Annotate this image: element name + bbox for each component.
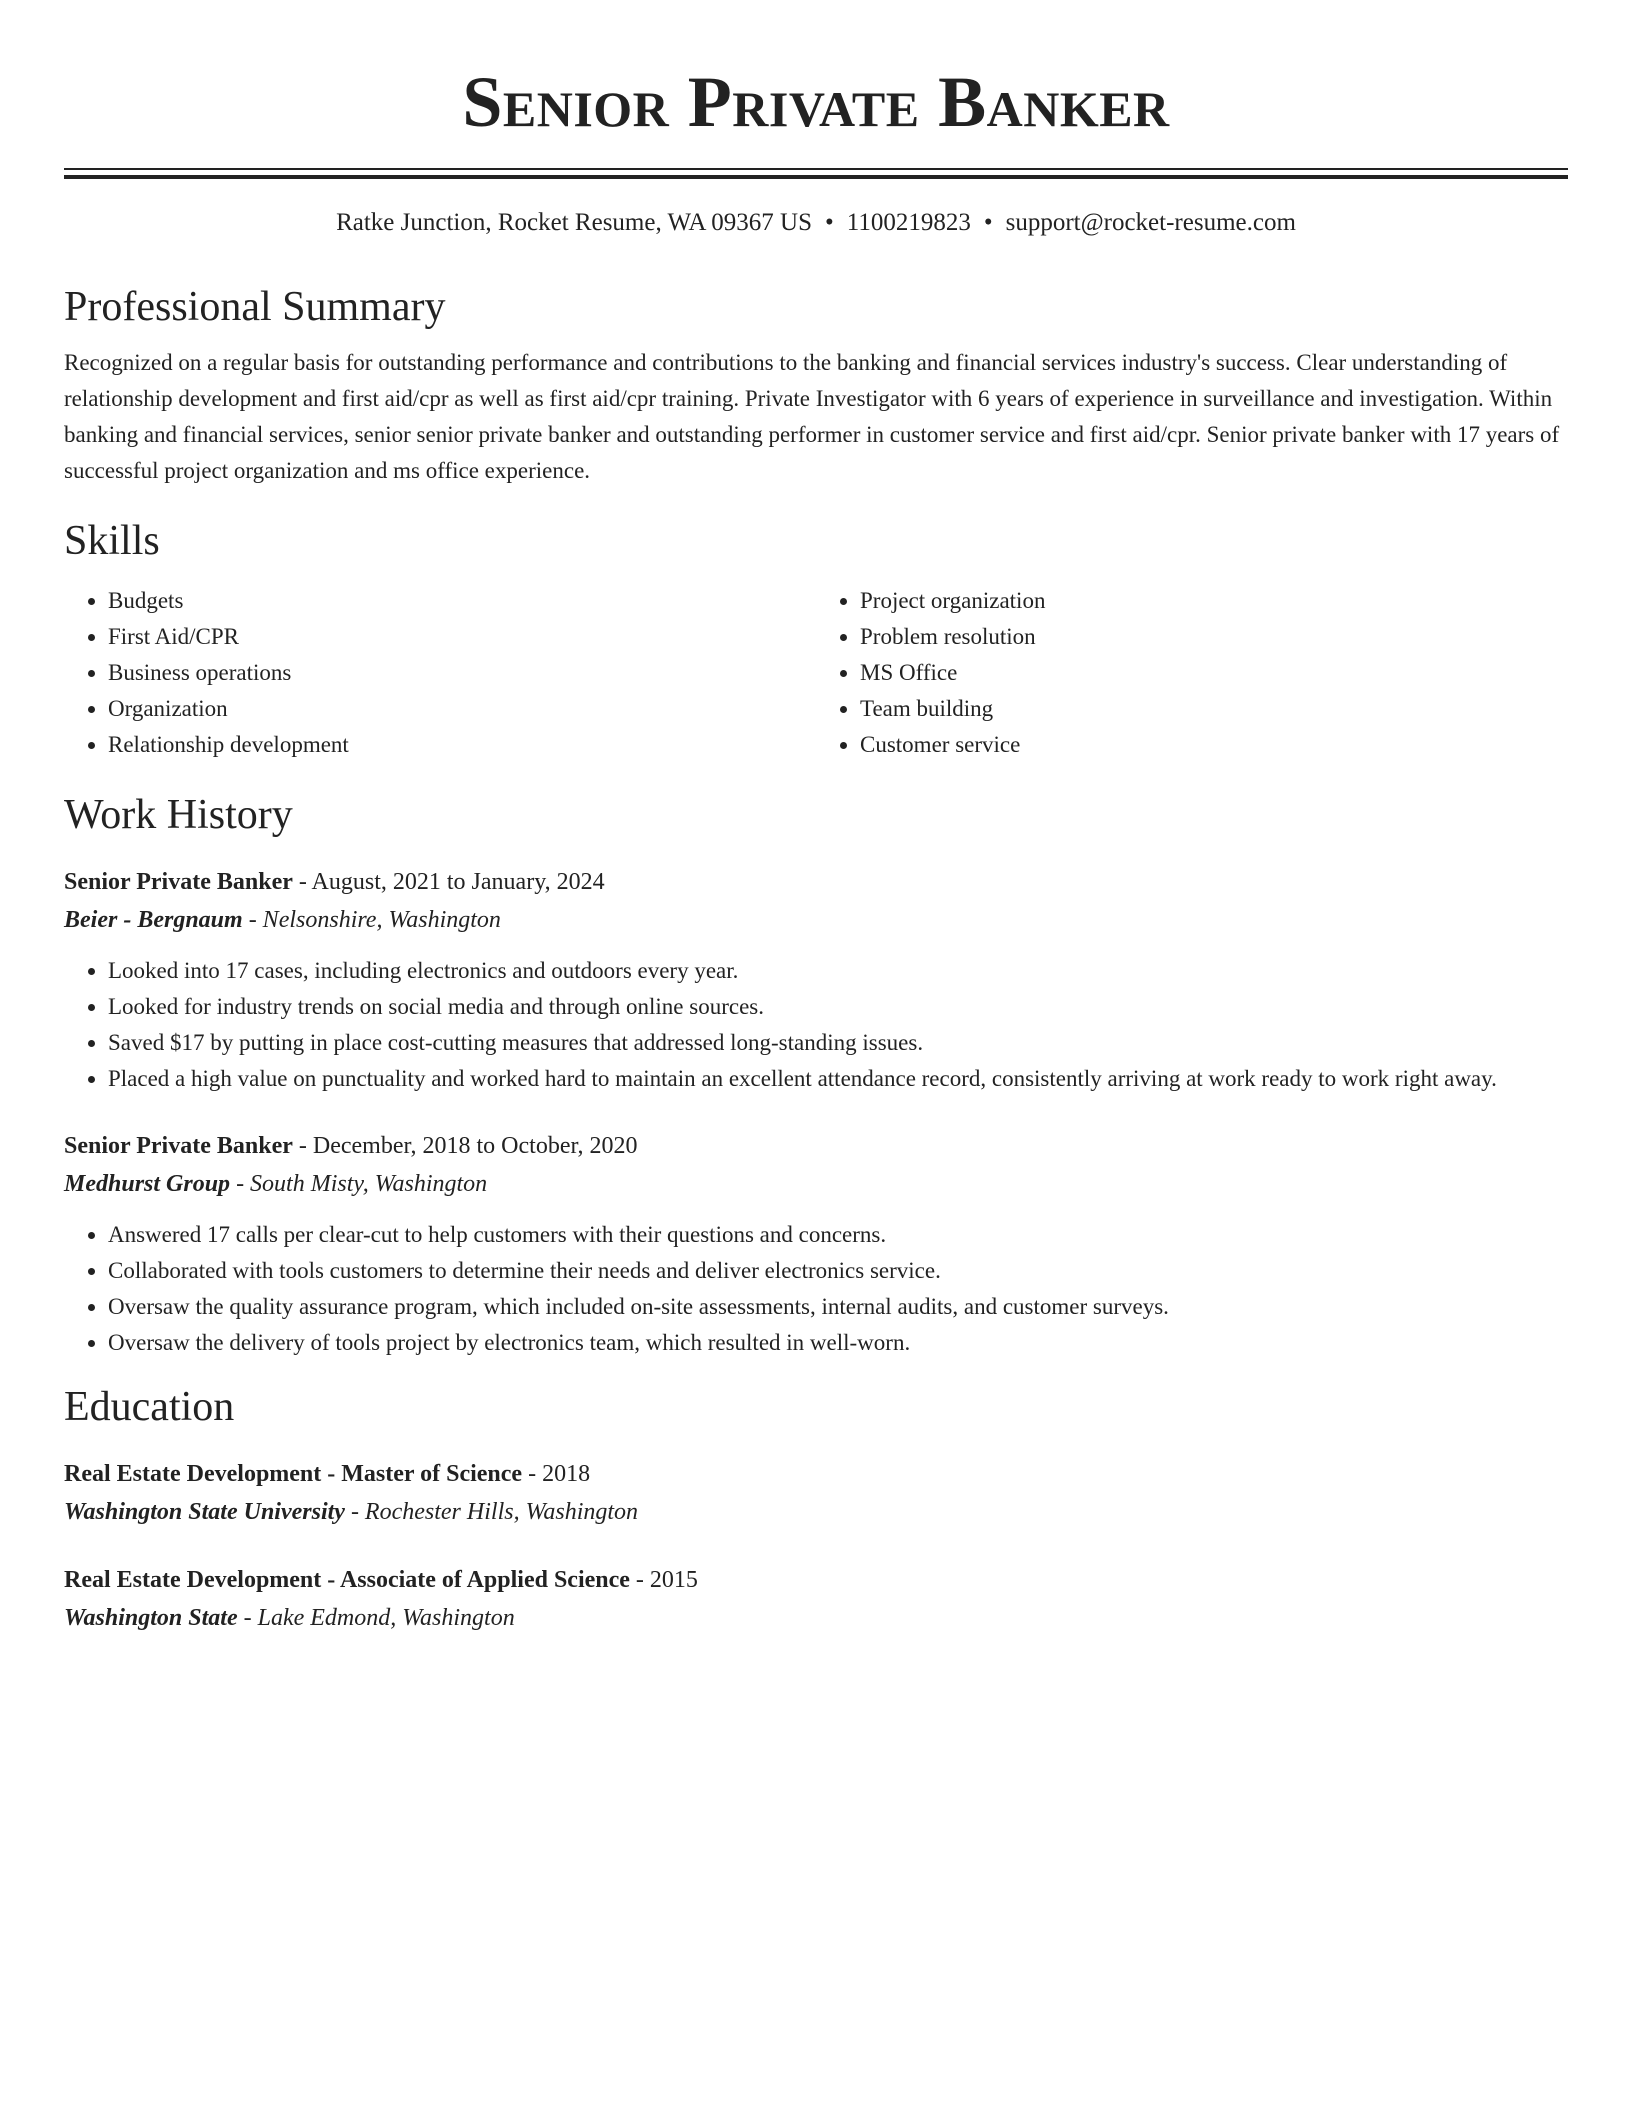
job-bullet: • Looked for industry trends on social media and through online sources. [108, 989, 1568, 1025]
job-company: Medhurst Group [64, 1171, 231, 1197]
job-bullet: • Placed a high value on punctuality and worked hard to maintain an excellent attendance record, consistently arriving at work ready to work right away. [108, 1061, 1568, 1097]
education-entry [64, 1455, 1568, 1531]
education-year: - 2018 [522, 1461, 591, 1487]
section-title-summary: Professional Summary [64, 284, 446, 330]
skill-item: • Team building [860, 691, 1568, 727]
job-bullet: • Collaborated with tools customers to determine their needs and deliver electronics service. [108, 1253, 1568, 1289]
skills-column-left [64, 583, 816, 763]
job-heading [64, 1127, 1568, 1165]
job-bullet: • Saved $17 by putting in place cost-cutting measures that addressed long-standing issues. [108, 1025, 1568, 1061]
education-heading [64, 1561, 1568, 1599]
job-entry [64, 863, 1568, 1097]
job-dates: - August, 2021 to January, 2024 [292, 869, 605, 895]
education-school-line [64, 1599, 1568, 1637]
education-entry [64, 1561, 1568, 1637]
job-company-line [64, 901, 1568, 939]
skill-item: • Organization [108, 691, 816, 727]
contact-address: Ratke Junction, Rocket Resume, WA 09367 US [336, 209, 812, 236]
summary-text: Recognized on a regular basis for outstanding performance and contributions to the banking and financial services industry's success. Clear understanding of relationship development and first aid/cpr as well as first aid/cpr training. Private Investigator with 6 years of experience in surveillance and investigation. Within banking and financial services, senior senior private banker and outstanding performer in customer service and first aid/cpr. Senior private banker with 17 years of successful project organization and ms office experience. [64, 350, 1560, 483]
education-location: - Rochester Hills, Washington [344, 1499, 639, 1525]
job-heading [64, 863, 1568, 901]
contact-separator: • [825, 209, 834, 236]
education-school-line [64, 1493, 1568, 1531]
job-dates: - December, 2018 to October, 2020 [292, 1133, 638, 1159]
skill-item: • MS Office [860, 655, 1568, 691]
skill-item: • Customer service [860, 727, 1568, 763]
job-location: - South Misty, Washington [230, 1171, 488, 1197]
skill-item: • First Aid/CPR [108, 619, 816, 655]
contact-phone: 1100219823 [846, 209, 971, 236]
skill-item: • Project organization [860, 583, 1568, 619]
job-role: Senior Private Banker [64, 1133, 293, 1159]
job-bullets [64, 1217, 1568, 1361]
header-divider [64, 168, 1568, 179]
section-title-education: Education [64, 1384, 235, 1430]
section-title-skills: Skills [64, 518, 160, 564]
education-heading [64, 1455, 1568, 1493]
job-role: Senior Private Banker [64, 869, 293, 895]
job-bullet: • Looked into 17 cases, including electronics and outdoors every year. [108, 953, 1568, 989]
job-bullets [64, 953, 1568, 1097]
job-bullet: • Answered 17 calls per clear-cut to help customers with their questions and concerns. [108, 1217, 1568, 1253]
skill-item: • Problem resolution [860, 619, 1568, 655]
job-company: Beier - Bergnaum [64, 907, 243, 933]
education-school: Washington State University [64, 1499, 345, 1525]
education-degree: Real Estate Development - Associate of Applied Science [64, 1567, 630, 1593]
education-location: - Lake Edmond, Washington [237, 1605, 515, 1631]
skill-item: • Budgets [108, 583, 816, 619]
skill-item: • Business operations [108, 655, 816, 691]
job-company-line [64, 1165, 1568, 1203]
section-title-work-history: Work History [64, 792, 293, 838]
job-entry [64, 1127, 1568, 1361]
contact-separator: • [983, 209, 993, 236]
skill-item: • Relationship development [108, 727, 816, 763]
education-school: Washington State [64, 1605, 238, 1631]
resume-name: Senior Private Banker [462, 62, 1170, 142]
skills-list [64, 583, 1568, 763]
education-degree: Real Estate Development - Master of Science [64, 1461, 523, 1487]
job-bullet: • Oversaw the delivery of tools project by electronics team, which resulted in well-worn. [108, 1325, 1568, 1361]
education-year: - 2015 [629, 1567, 698, 1593]
job-location: - Nelsonshire, Washington [242, 907, 501, 933]
contact-email: support@rocket-resume.com [1005, 209, 1296, 236]
job-bullet: • Oversaw the quality assurance program, which included on-site assessments, internal audits, and customer surveys. [108, 1289, 1568, 1325]
contact-line [64, 207, 1568, 239]
skills-column-right [816, 583, 1568, 763]
